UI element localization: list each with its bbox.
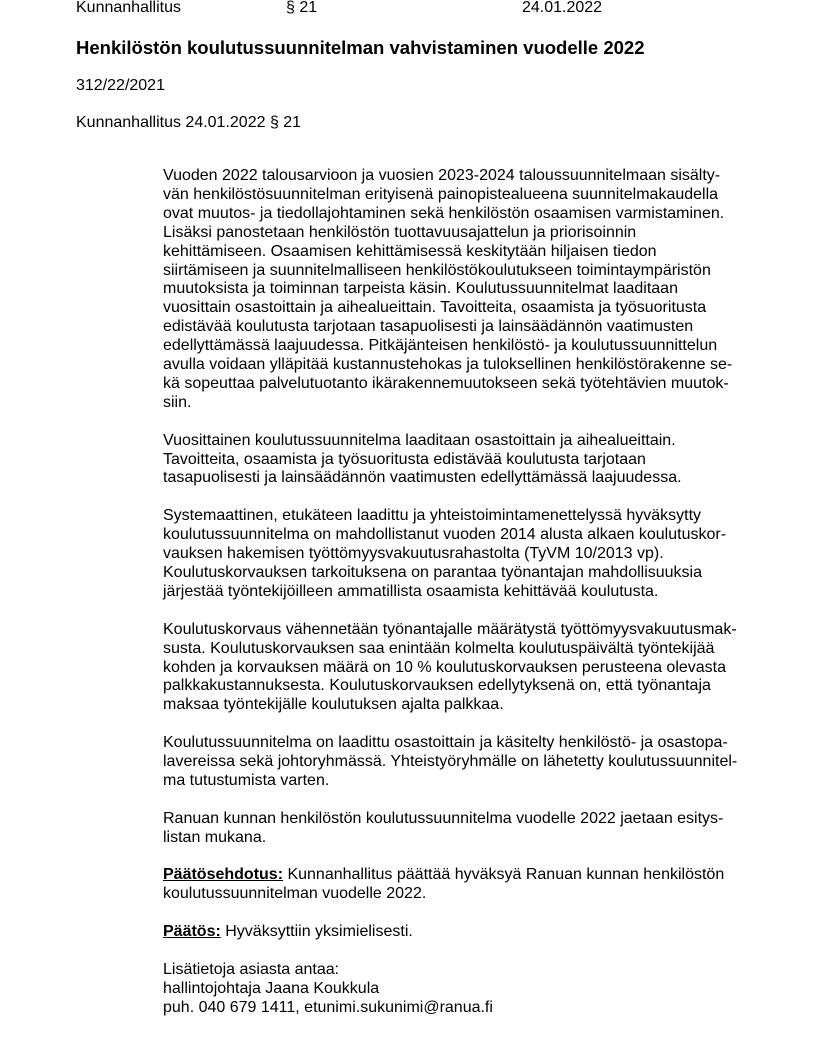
paragraph-line: kohden ja korvauksen määrä on 10 % koulutuskorvauksen perusteena olevasta <box>163 658 727 676</box>
decision-label: Päätös: <box>163 923 221 941</box>
header-date: 24.01.2022 <box>522 0 603 16</box>
contact-intro: Lisätietoja asiasta antaa: <box>163 960 340 978</box>
paragraph-line: kehittämiseen. Osaamisen kehittämisessä keskitytään hiljaisen tiedon <box>163 242 657 260</box>
paragraph-line: muutoksista ja toiminnan tarpeista käsin. Koulutussuunnitelmat laaditaan <box>163 280 678 298</box>
paragraphs <box>163 167 743 848</box>
paragraph-line: listan mukana. <box>163 828 267 846</box>
body-paragraph <box>163 734 743 791</box>
paragraph-line: Vuoden 2022 talousarvioon ja vuosien 2023-2024 taloussuunnitelmaan sisälty- <box>163 167 721 184</box>
record-number: 312/22/2021 <box>76 77 165 94</box>
proposal-label: Päätösehdotus: <box>163 866 284 884</box>
contact-details: puh. 040 679 1411, etunimi.sukunimi@ranua.fi <box>163 998 493 1016</box>
document-body <box>163 167 743 1018</box>
paragraph-line: Ranuan kunnan henkilöstön koulutussuunnitelma vuodelle 2022 jaetaan esitys- <box>163 809 724 827</box>
paragraph-line: ovat muutos- ja tiedollajohtaminen sekä henkilöstön osaamisen varmistaminen. <box>163 204 725 222</box>
contact-person: hallintojohtaja Jaana Koukkula <box>163 979 380 997</box>
body-paragraph <box>163 432 743 489</box>
paragraph-line: koulutussuunnitelma on mahdollistanut vuoden 2014 alusta alkaen koulutuskor- <box>163 526 727 544</box>
paragraph-line: vuosittain osastoittain ja aihealueittain. Tavoitteita, osaamista ja työsuoritusta <box>163 299 707 317</box>
paragraph-line: vauksen hakemisen työttömyysvakuutusrahastolta (TyVM 10/2013 vp). <box>163 545 664 563</box>
paragraph-line: Vuosittainen koulutussuunnitelma laaditaan osastoittain ja aihealueittain. <box>163 431 676 449</box>
paragraph-line: vän henkilöstösuunnitelman erityisenä painopistealueena suunnitelmakaudella <box>163 185 719 203</box>
decision-proposal <box>163 866 743 904</box>
header-section: § 21 <box>286 0 318 16</box>
paragraph-line: kä sopeuttaa palvelutuotanto ikärakennemuutokseen sekä työtehtävien muutok- <box>163 374 729 392</box>
proposal-text-1: Kunnanhallitus päättää hyväksyä Ranuan kunnan henkilöstön <box>283 866 725 884</box>
paragraph-line: siirtämiseen ja suunnitelmalliseen henkilöstökoulutukseen toimintaympäristön <box>163 261 711 279</box>
body-paragraph <box>163 810 743 848</box>
paragraph-line: Koulutussuunnitelma on laadittu osastoittain ja käsitelty henkilöstö- ja osastopa- <box>163 734 728 752</box>
paragraph-line: Lisäksi panostetaan henkilöstön tuottavuusajattelun ja priorisoinnin <box>163 223 637 241</box>
paragraph-line: edellyttämässä laajuudessa. Pitkäjänteisen henkilöstö- ja koulutussuunnittelun <box>163 337 718 355</box>
header-organization: Kunnanhallitus <box>76 0 181 16</box>
paragraph-line: maksaa työntekijälle koulutuksen ajalta palkkaa. <box>163 696 504 714</box>
body-paragraph <box>163 167 743 413</box>
paragraph-line: Koulutuskorvauksen tarkoituksena on parantaa työnantajan mahdollisuuksia <box>163 564 703 581</box>
proposal-text-2: koulutussuunnitelman vuodelle 2022. <box>163 885 427 903</box>
decision <box>163 923 743 942</box>
paragraph-line: Tavoitteita, osaamista ja työsuoritusta edistävää koulutusta tarjotaan <box>163 450 646 468</box>
paragraph-line: Koulutuskorvaus vähennetään työnantajalle määrätystä työttömyysvakuutusmak- <box>163 620 737 638</box>
paragraph-line: susta. Koulutuskorvauksen saa enintään kolmelta koulutuspäivältä työntekijää <box>163 639 715 657</box>
paragraph-line: edistävää koulutusta tarjotaan tasapuolisesti ja lainsäädännön vaatimusten <box>163 318 694 336</box>
paragraph-line: palkkakustannuksesta. Koulutuskorvauksen edellytyksenä on, että työnantaja <box>163 677 711 695</box>
paragraph-line: Systemaattinen, etukäteen laadittu ja yhteistoimintamenettelyssä hyväksytty <box>163 507 702 525</box>
document-title: Henkilöstön koulutussuunnitelman vahvistaminen vuodelle 2022 <box>76 37 645 58</box>
paragraph-line: lavereissa sekä johtoryhmässä. Yhteistyöryhmälle on lähetetty koulutussuunnitel- <box>163 753 738 771</box>
body-paragraph <box>163 621 743 716</box>
meeting-reference: Kunnanhallitus 24.01.2022 § 21 <box>76 114 302 131</box>
paragraph-line: siin. <box>163 393 192 411</box>
contact-info <box>163 961 743 1018</box>
paragraph-line: tasapuolisesti ja lainsäädännön vaatimusten edellyttämässä laajuudessa. <box>163 469 682 487</box>
body-paragraph <box>163 507 743 602</box>
decision-text: Hyväksyttiin yksimielisesti. <box>220 923 413 941</box>
paragraph-line: järjestää työntekijöilleen ammatillista osaamista kehittävää koulutusta. <box>163 582 659 600</box>
paragraph-line: ma tutustumista varten. <box>163 771 330 789</box>
paragraph-line: avulla voidaan ylläpitää kustannustehokas ja tuloksellinen henkilöstörakenne se- <box>163 356 733 374</box>
